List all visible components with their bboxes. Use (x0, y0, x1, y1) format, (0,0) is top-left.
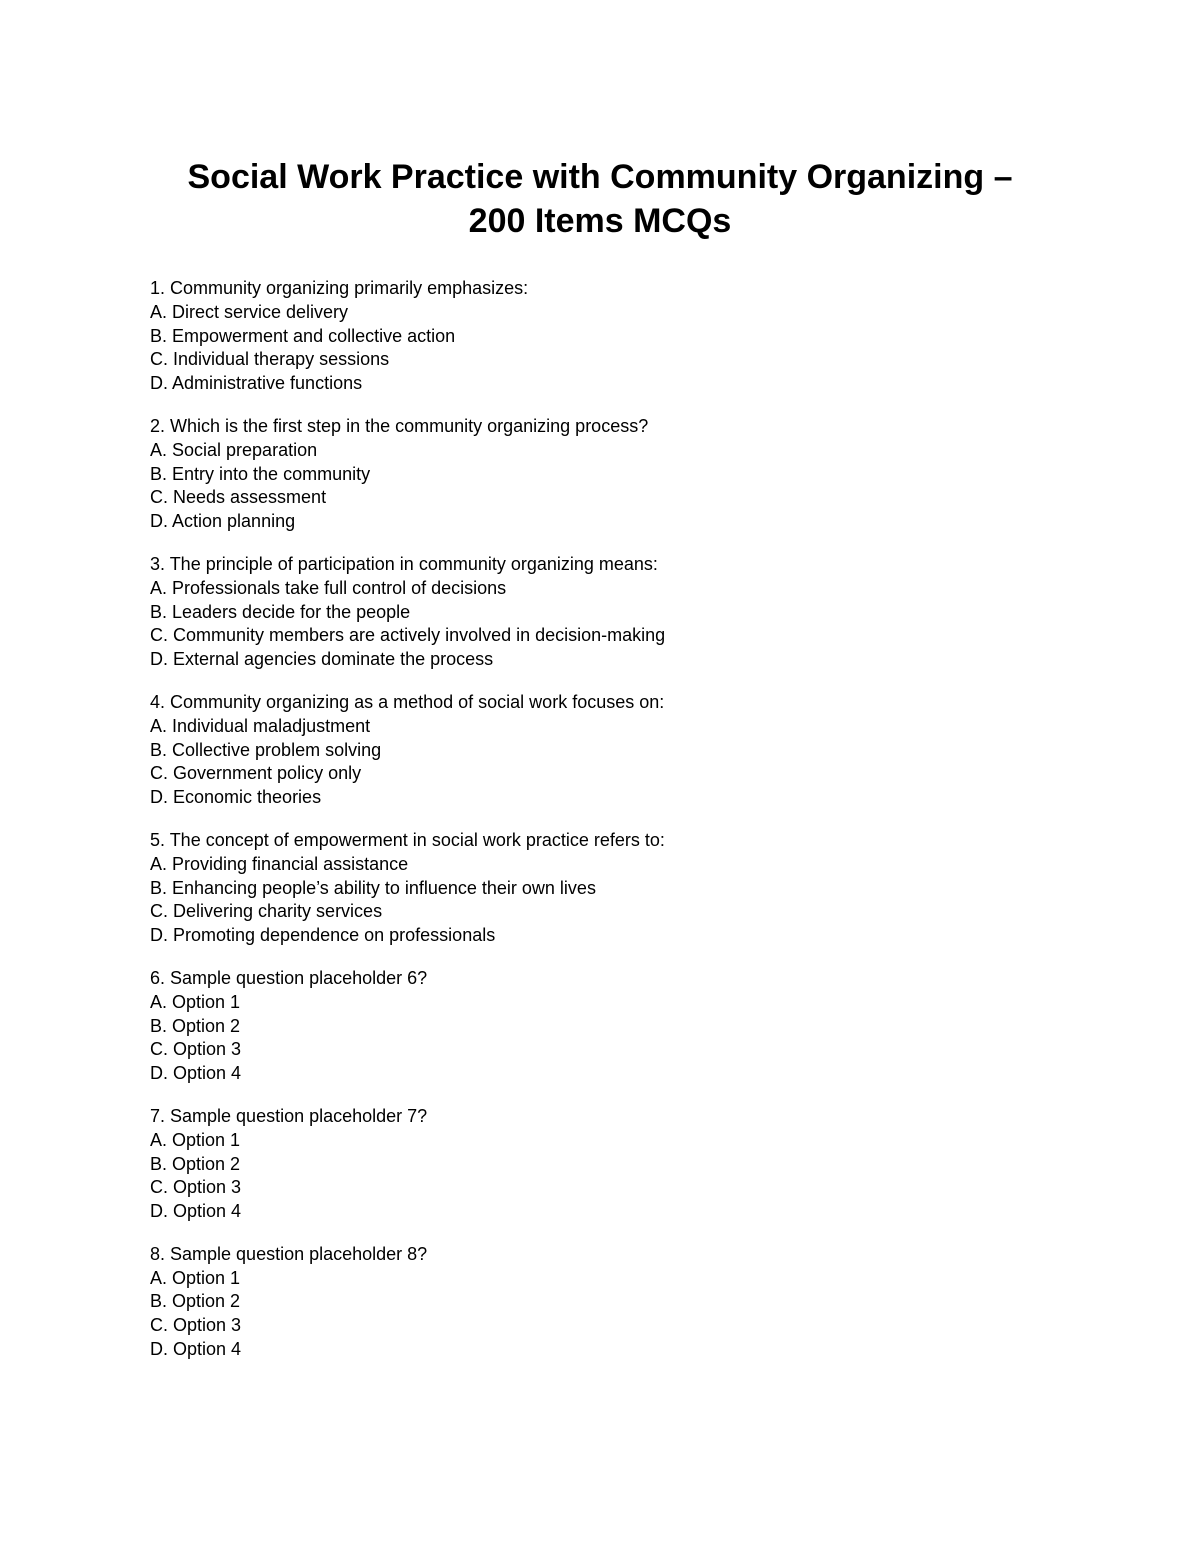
answer-option: A. Individual maladjustment (150, 715, 371, 736)
question-item (150, 691, 1050, 810)
answer-option: A. Social preparation (150, 439, 318, 460)
answer-option: B. Enhancing people’s ability to influence their own lives (150, 877, 596, 898)
answer-option: A. Providing financial assistance (150, 853, 409, 874)
answer-option: D. Option 4 (150, 1201, 242, 1222)
answer-option: B. Empowerment and collective action (150, 325, 456, 346)
question-item (150, 415, 1050, 534)
answer-option: D. Administrative functions (150, 373, 363, 394)
question-stem: 3. The principle of participation in community organizing means: (150, 553, 658, 574)
answer-option: C. Delivering charity services (150, 901, 383, 922)
question-item (150, 1105, 1050, 1224)
answer-option: A. Option 1 (150, 1267, 241, 1288)
answer-option: C. Option 3 (150, 1177, 242, 1198)
answer-option: A. Option 1 (150, 991, 241, 1012)
question-stem: 7. Sample question placeholder 7? (150, 1105, 428, 1126)
question-stem: 6. Sample question placeholder 6? (150, 967, 428, 988)
answer-option: D. Economic theories (150, 787, 322, 808)
answer-option: D. Promoting dependence on professionals (150, 925, 496, 946)
question-list (150, 277, 1050, 1381)
question-stem: 8. Sample question placeholder 8? (150, 1243, 428, 1264)
answer-option: C. Community members are actively involved in decision-making (150, 625, 666, 646)
answer-option: B. Option 2 (150, 1153, 241, 1174)
answer-option: D. Option 4 (150, 1063, 242, 1084)
page-title-line-1: Social Work Practice with Community Organizing – (187, 158, 1013, 196)
answer-option: B. Option 2 (150, 1291, 241, 1312)
answer-option: D. Option 4 (150, 1339, 242, 1360)
question-stem: 2. Which is the first step in the community organizing process? (150, 415, 649, 436)
page-title-line-2: 200 Items MCQs (468, 202, 732, 240)
answer-option: C. Option 3 (150, 1039, 242, 1060)
answer-option: D. Action planning (150, 511, 296, 532)
answer-option: B. Leaders decide for the people (150, 601, 411, 622)
answer-option: C. Government policy only (150, 763, 362, 784)
answer-option: D. External agencies dominate the process (150, 649, 494, 670)
answer-option: C. Needs assessment (150, 487, 327, 508)
question-stem: 4. Community organizing as a method of social work focuses on: (150, 691, 665, 712)
answer-option: B. Collective problem solving (150, 739, 382, 760)
question-stem: 1. Community organizing primarily emphasizes: (150, 278, 529, 298)
page-title (100, 155, 1100, 243)
answer-option: A. Direct service delivery (150, 301, 349, 322)
question-item (150, 553, 1050, 672)
question-stem: 5. The concept of empowerment in social work practice refers to: (150, 829, 665, 850)
question-item (150, 829, 1050, 948)
question-item (150, 967, 1050, 1086)
question-item (150, 277, 1050, 396)
answer-option: C. Option 3 (150, 1315, 242, 1336)
answer-option: B. Entry into the community (150, 463, 371, 484)
answer-option: B. Option 2 (150, 1015, 241, 1036)
answer-option: A. Professionals take full control of decisions (150, 577, 507, 598)
answer-option: C. Individual therapy sessions (150, 349, 390, 370)
answer-option: A. Option 1 (150, 1129, 241, 1150)
question-item (150, 1243, 1050, 1362)
